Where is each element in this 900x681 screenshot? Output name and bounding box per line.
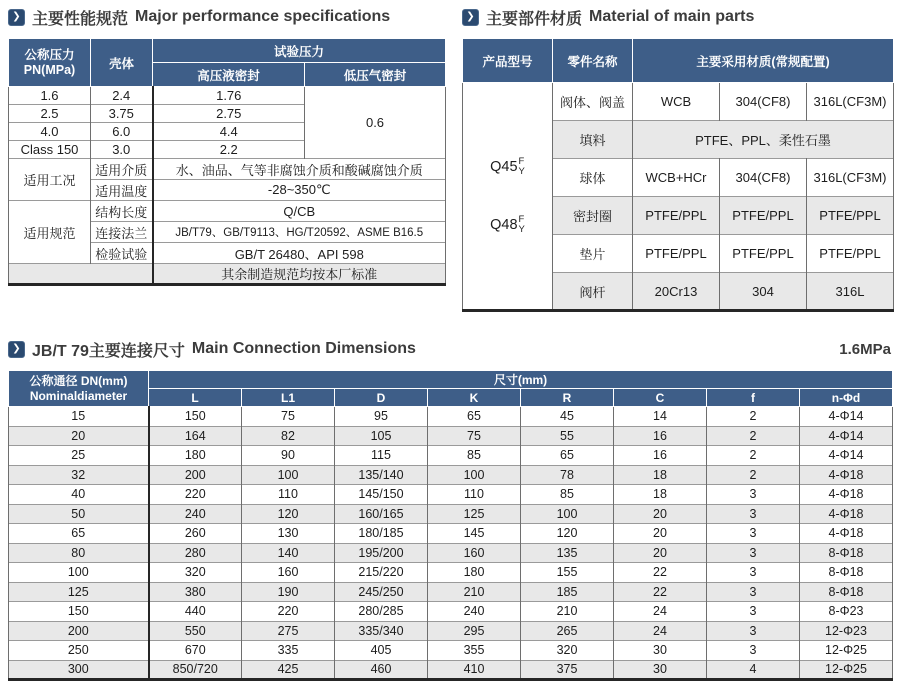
col-header-test-pressure: 试验压力 xyxy=(153,39,446,63)
cell: 2.5 xyxy=(9,105,91,123)
dim-cell: 20 xyxy=(9,426,149,446)
materials-table xyxy=(462,38,894,312)
dim-cell: 12-Φ23 xyxy=(800,621,893,641)
header-row xyxy=(9,371,893,389)
dim-col-header: C xyxy=(614,389,707,407)
dimensions-title-zh: JB/T 79主要连接尺寸 xyxy=(32,342,185,360)
product-model-cell xyxy=(463,83,553,311)
table-row xyxy=(9,446,893,466)
dim-cell: 3 xyxy=(707,621,800,641)
low-seal-value: 0.6 xyxy=(305,87,446,159)
dim-cell: 22 xyxy=(614,563,707,583)
cell: 316L(CF3M) xyxy=(807,83,894,121)
dim-cell: 4-Φ14 xyxy=(800,426,893,446)
table-row xyxy=(9,504,893,524)
dim-cell: 130 xyxy=(242,524,335,544)
dim-cell: 375 xyxy=(521,660,614,680)
dim-cell: 15 xyxy=(9,407,149,427)
dim-cell: 245/250 xyxy=(335,582,428,602)
row-label: 密封圈 xyxy=(553,197,633,235)
cell: 2.4 xyxy=(91,87,153,105)
dim-cell: 110 xyxy=(428,485,521,505)
dim-cell: 150 xyxy=(9,602,149,622)
cell: Class 150 xyxy=(9,141,91,159)
table-row xyxy=(9,602,893,622)
dim-cell: 30 xyxy=(614,660,707,680)
cell: PTFE/PPL xyxy=(807,197,894,235)
dim-cell: 210 xyxy=(428,582,521,602)
dim-cell: 160 xyxy=(428,543,521,563)
dim-cell: 4 xyxy=(707,660,800,680)
table-row xyxy=(9,485,893,505)
dim-cell: 8-Φ23 xyxy=(800,602,893,622)
dim-cell: 65 xyxy=(9,524,149,544)
dim-cell: 2 xyxy=(707,426,800,446)
dim-cell: 18 xyxy=(614,485,707,505)
table-row xyxy=(9,543,893,563)
row-label: 阀杆 xyxy=(553,273,633,311)
dim-col-header: K xyxy=(428,389,521,407)
dim-cell: 335 xyxy=(242,641,335,661)
col-header-low-seal: 低压气密封 xyxy=(305,63,446,87)
dim-cell: 425 xyxy=(242,660,335,680)
dim-cell: 14 xyxy=(614,407,707,427)
dim-cell: 12-Φ25 xyxy=(800,641,893,661)
chevron-icon: ❯ xyxy=(462,9,479,26)
dim-cell: 550 xyxy=(149,621,242,641)
top-row xyxy=(8,4,893,312)
dim-cell: 850/720 xyxy=(149,660,242,680)
cell: 4.0 xyxy=(9,123,91,141)
table-row xyxy=(9,563,893,583)
dim-cell: 8-Φ18 xyxy=(800,543,893,563)
dim-cell: 155 xyxy=(521,563,614,583)
dim-cell: 320 xyxy=(149,563,242,583)
performance-section-title xyxy=(8,6,445,28)
cell: 3.0 xyxy=(91,141,153,159)
table-row xyxy=(9,465,893,485)
dim-cell: 75 xyxy=(428,426,521,446)
col-header-shell: 壳体 xyxy=(91,39,153,87)
table-row xyxy=(463,83,894,121)
dim-cell: 24 xyxy=(614,602,707,622)
dim-cell: 4-Φ14 xyxy=(800,446,893,466)
row-label: 阀体、阀盖 xyxy=(553,83,633,121)
table-row xyxy=(9,201,446,222)
cell: 3.75 xyxy=(91,105,153,123)
dim-cell: 125 xyxy=(428,504,521,524)
cell: 316L xyxy=(807,273,894,311)
dim-cell: 2 xyxy=(707,465,800,485)
table-row xyxy=(9,582,893,602)
col-header-part-name: 零件名称 xyxy=(553,39,633,83)
cell: PTFE/PPL xyxy=(633,235,720,273)
footer-note: 其余制造规范均按本厂标准 xyxy=(153,264,446,285)
cell: WCB+HCr xyxy=(633,159,720,197)
dim-cell: 100 xyxy=(428,465,521,485)
dim-cell: 16 xyxy=(614,446,707,466)
dim-cell: 65 xyxy=(521,446,614,466)
dim-cell: 185 xyxy=(521,582,614,602)
dim-cell: 55 xyxy=(521,426,614,446)
table-row xyxy=(9,264,446,285)
dim-cell: 3 xyxy=(707,543,800,563)
dim-cell: 3 xyxy=(707,602,800,622)
dim-cell: 215/220 xyxy=(335,563,428,583)
dim-cell: 140 xyxy=(242,543,335,563)
dim-cell: 275 xyxy=(242,621,335,641)
dim-cell: 440 xyxy=(149,602,242,622)
col-header-nominal-pressure: 公称压力 PN(MPa) xyxy=(9,39,91,87)
performance-title-en: Major performance specifications xyxy=(135,8,391,25)
dim-cell: 150 xyxy=(149,407,242,427)
dim-cell: 3 xyxy=(707,563,800,583)
dim-cell: 260 xyxy=(149,524,242,544)
empty-cell xyxy=(9,264,153,285)
dim-cell: 200 xyxy=(9,621,149,641)
row-group-label-standards: 适用规范 xyxy=(9,201,91,264)
dim-cell: 320 xyxy=(521,641,614,661)
dim-cell: 210 xyxy=(521,602,614,622)
dim-cell: 78 xyxy=(521,465,614,485)
table-row xyxy=(9,407,893,427)
cell: 2.75 xyxy=(153,105,305,123)
dim-cell: 120 xyxy=(521,524,614,544)
dim-cell: 18 xyxy=(614,465,707,485)
dim-cell: 30 xyxy=(614,641,707,661)
dim-cell: 280 xyxy=(149,543,242,563)
dim-cell: 100 xyxy=(242,465,335,485)
cell: GB/T 26480、API 598 xyxy=(153,243,446,264)
cell: Q/CB xyxy=(153,201,446,222)
dim-cell: 190 xyxy=(242,582,335,602)
dim-cell: 145/150 xyxy=(335,485,428,505)
dim-cell: 12-Φ25 xyxy=(800,660,893,680)
cell: 304 xyxy=(720,273,807,311)
dim-cell: 164 xyxy=(149,426,242,446)
dim-cell: 250 xyxy=(9,641,149,661)
dim-cell: 220 xyxy=(242,602,335,622)
dim-cell: 16 xyxy=(614,426,707,446)
dim-cell: 115 xyxy=(335,446,428,466)
dim-cell: 295 xyxy=(428,621,521,641)
table-row xyxy=(9,524,893,544)
dimensions-section xyxy=(8,338,893,681)
dim-cell: 20 xyxy=(614,524,707,544)
materials-section-title xyxy=(462,6,893,28)
cell: JB/T79、GB/T9113、HG/T20592、ASME B16.5 xyxy=(153,222,446,243)
dim-cell: 3 xyxy=(707,504,800,524)
dimensions-title-en: Main Connection Dimensions xyxy=(191,340,416,357)
cell: 1.76 xyxy=(153,87,305,105)
cell: 2.2 xyxy=(153,141,305,159)
chevron-icon: ❯ xyxy=(8,341,25,358)
header-row xyxy=(9,39,446,63)
dim-cell: 460 xyxy=(335,660,428,680)
dim-cell: 50 xyxy=(9,504,149,524)
dim-cell: 85 xyxy=(521,485,614,505)
row-label: 结构长度 xyxy=(91,201,153,222)
table-row xyxy=(9,426,893,446)
dim-cell: 3 xyxy=(707,582,800,602)
dim-cell: 410 xyxy=(428,660,521,680)
performance-section xyxy=(8,4,445,286)
dim-cell: 75 xyxy=(242,407,335,427)
dim-cell: 180 xyxy=(149,446,242,466)
cell: -28~350℃ xyxy=(153,180,446,201)
cell: PTFE、PPL、柔性石墨 xyxy=(633,121,894,159)
table-row xyxy=(9,660,893,680)
dim-cell: 105 xyxy=(335,426,428,446)
materials-title-zh: 主要部件材质 xyxy=(486,10,583,28)
row-group-label-conditions: 适用工况 xyxy=(9,159,91,201)
dim-cell: 3 xyxy=(707,641,800,661)
dim-col-header: n-Φd xyxy=(800,389,893,407)
dim-cell: 200 xyxy=(149,465,242,485)
dimensions-section-title xyxy=(8,338,893,360)
dim-cell: 40 xyxy=(9,485,149,505)
chevron-icon: ❯ xyxy=(8,9,25,26)
dim-cell: 8-Φ18 xyxy=(800,563,893,583)
materials-title-en: Material of main parts xyxy=(589,8,755,25)
dim-cell: 300 xyxy=(9,660,149,680)
dim-cell: 145 xyxy=(428,524,521,544)
cell: 4.4 xyxy=(153,123,305,141)
pressure-rating-note: 1.6MPa xyxy=(839,340,891,358)
dim-cell: 4-Φ18 xyxy=(800,465,893,485)
dim-cell: 220 xyxy=(149,485,242,505)
dim-cell: 4-Φ18 xyxy=(800,485,893,505)
materials-section xyxy=(462,4,893,312)
col-header-materials: 主要采用材质(常规配置) xyxy=(633,39,894,83)
dim-cell: 25 xyxy=(9,446,149,466)
performance-title-zh: 主要性能规范 xyxy=(32,10,129,28)
dim-cell: 160/165 xyxy=(335,504,428,524)
dim-cell: 265 xyxy=(521,621,614,641)
dim-cell: 335/340 xyxy=(335,621,428,641)
dim-cell: 95 xyxy=(335,407,428,427)
dim-cell: 405 xyxy=(335,641,428,661)
dim-cell: 8-Φ18 xyxy=(800,582,893,602)
dim-cell: 135/140 xyxy=(335,465,428,485)
dim-cell: 240 xyxy=(428,602,521,622)
row-label: 垫片 xyxy=(553,235,633,273)
dim-col-header: L1 xyxy=(242,389,335,407)
row-label: 球体 xyxy=(553,159,633,197)
cell: 水、油品、气等非腐蚀介质和酸碱腐蚀介质 xyxy=(153,159,446,180)
table-row xyxy=(9,641,893,661)
dim-cell: 3 xyxy=(707,485,800,505)
row-label: 连接法兰 xyxy=(91,222,153,243)
col-header-high-seal: 高压液密封 xyxy=(153,63,305,87)
dim-cell: 22 xyxy=(614,582,707,602)
dim-cell: 670 xyxy=(149,641,242,661)
dim-col-header: L xyxy=(149,389,242,407)
performance-table xyxy=(8,38,446,286)
dim-cell: 160 xyxy=(242,563,335,583)
dim-cell: 82 xyxy=(242,426,335,446)
product-model-q48: Q48 F Y xyxy=(490,214,525,235)
col-header-size: 尺寸(mm) xyxy=(149,371,893,389)
dim-cell: 135 xyxy=(521,543,614,563)
dim-cell: 100 xyxy=(521,504,614,524)
dim-cell: 20 xyxy=(614,543,707,563)
dim-cell: 2 xyxy=(707,446,800,466)
dim-col-header: f xyxy=(707,389,800,407)
cell: 316L(CF3M) xyxy=(807,159,894,197)
cell: PTFE/PPL xyxy=(720,197,807,235)
row-label: 检验试验 xyxy=(91,243,153,264)
dim-cell: 2 xyxy=(707,407,800,427)
dim-cell: 110 xyxy=(242,485,335,505)
table-row xyxy=(9,159,446,180)
dim-cell: 80 xyxy=(9,543,149,563)
row-label: 适用介质 xyxy=(91,159,153,180)
dim-cell: 240 xyxy=(149,504,242,524)
cell: 304(CF8) xyxy=(720,159,807,197)
dim-cell: 32 xyxy=(9,465,149,485)
dim-cell: 24 xyxy=(614,621,707,641)
col-header-product-model: 产品型号 xyxy=(463,39,553,83)
table-row xyxy=(9,87,446,105)
dim-cell: 180/185 xyxy=(335,524,428,544)
dim-cell: 180 xyxy=(428,563,521,583)
product-model-q45: Q45 F Y xyxy=(490,156,525,178)
dim-col-header: D xyxy=(335,389,428,407)
dim-cell: 3 xyxy=(707,524,800,544)
dimensions-table xyxy=(8,370,893,681)
dim-cell: 45 xyxy=(521,407,614,427)
cell: PTFE/PPL xyxy=(720,235,807,273)
dim-cell: 4-Φ18 xyxy=(800,504,893,524)
dim-cell: 85 xyxy=(428,446,521,466)
cell: 304(CF8) xyxy=(720,83,807,121)
dim-cell: 125 xyxy=(9,582,149,602)
dim-cell: 100 xyxy=(9,563,149,583)
cell: 1.6 xyxy=(9,87,91,105)
dim-col-header: R xyxy=(521,389,614,407)
col-header-nominal-diameter: 公称通径 DN(mm) Nominaldiameter xyxy=(9,371,149,407)
dim-cell: 195/200 xyxy=(335,543,428,563)
cell: PTFE/PPL xyxy=(633,197,720,235)
dim-cell: 380 xyxy=(149,582,242,602)
dim-cell: 280/285 xyxy=(335,602,428,622)
cell: 6.0 xyxy=(91,123,153,141)
row-label: 填料 xyxy=(553,121,633,159)
cell: PTFE/PPL xyxy=(807,235,894,273)
dim-cell: 120 xyxy=(242,504,335,524)
cell: WCB xyxy=(633,83,720,121)
row-label: 适用温度 xyxy=(91,180,153,201)
dim-cell: 4-Φ14 xyxy=(800,407,893,427)
dim-cell: 20 xyxy=(614,504,707,524)
dim-cell: 65 xyxy=(428,407,521,427)
dim-cell: 4-Φ18 xyxy=(800,524,893,544)
dim-cell: 355 xyxy=(428,641,521,661)
cell: 20Cr13 xyxy=(633,273,720,311)
header-row xyxy=(463,39,894,83)
table-row xyxy=(9,621,893,641)
dim-cell: 90 xyxy=(242,446,335,466)
